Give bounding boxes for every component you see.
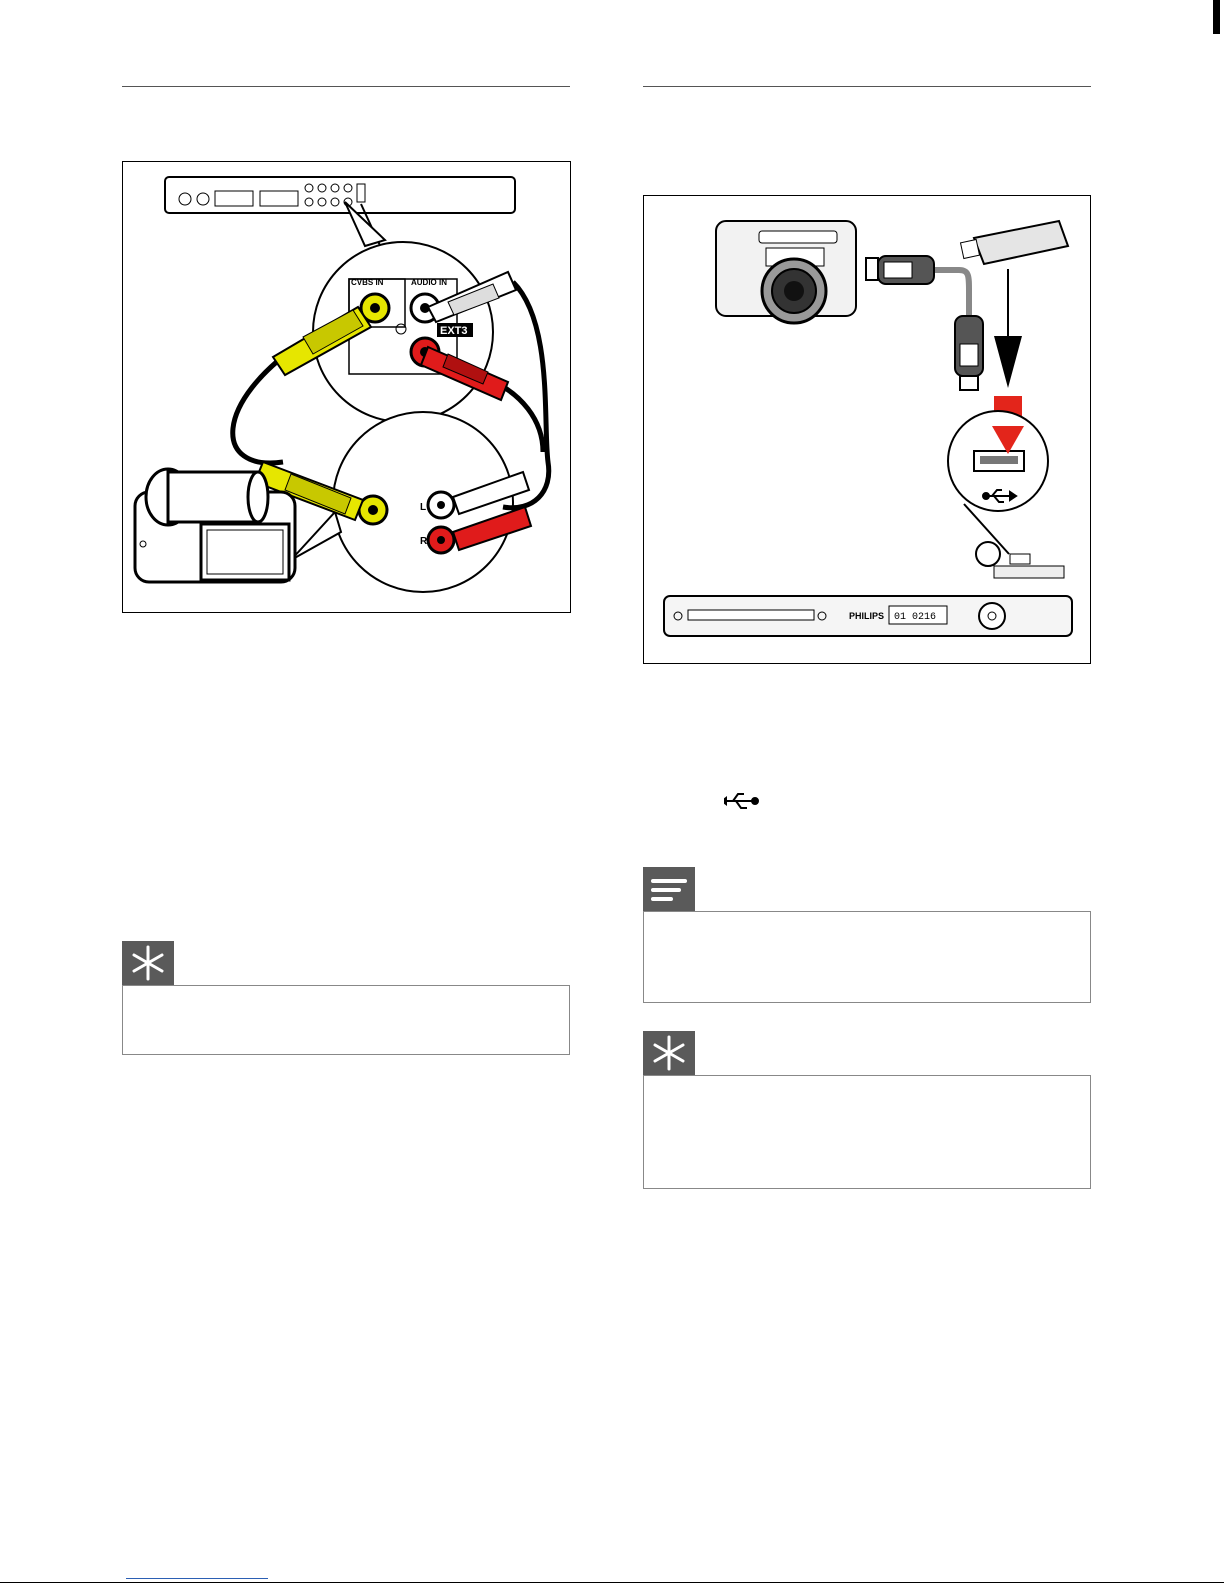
note-callout-body [643, 911, 1091, 1003]
tip-callout-right-body [643, 1075, 1091, 1189]
note-callout-head [643, 867, 695, 911]
ext3-label: EXT3 [440, 325, 468, 337]
player-rear-panel [165, 177, 515, 213]
usb-plug-horizontal [866, 256, 934, 284]
digital-camera-illustration [716, 221, 856, 323]
footer-link-underline [126, 1578, 268, 1579]
page-edge-mark [1213, 0, 1220, 34]
usb-diagram [644, 196, 1090, 663]
tip-callout-right-head [643, 1031, 695, 1075]
left-channel-label: L [420, 502, 427, 513]
right-column-rule [643, 86, 1091, 87]
asterisk-tip-icon [643, 1031, 695, 1075]
cvbs-in-label: CVBS IN [351, 278, 384, 287]
brand-label: PHILIPS [849, 611, 885, 621]
dvd-player-front [664, 596, 1072, 636]
usb-flash-drive [961, 221, 1068, 264]
camcorder-diagram [123, 162, 570, 612]
usb-icon [724, 790, 760, 812]
tip-callout-left-head [122, 941, 174, 985]
usb-connection-figure [643, 195, 1091, 664]
usb-plug-vertical [955, 316, 983, 390]
page-bottom-rule [0, 1582, 1224, 1583]
right-channel-label: R [420, 536, 428, 547]
asterisk-tip-icon [122, 941, 174, 985]
left-column-rule [122, 86, 570, 87]
display-readout: 01 0216 [894, 612, 937, 623]
note-lines-icon [643, 867, 695, 911]
camcorder-connection-figure [122, 161, 571, 613]
audio-in-label: AUDIO IN [411, 278, 447, 287]
tip-callout-left-body [122, 985, 570, 1055]
